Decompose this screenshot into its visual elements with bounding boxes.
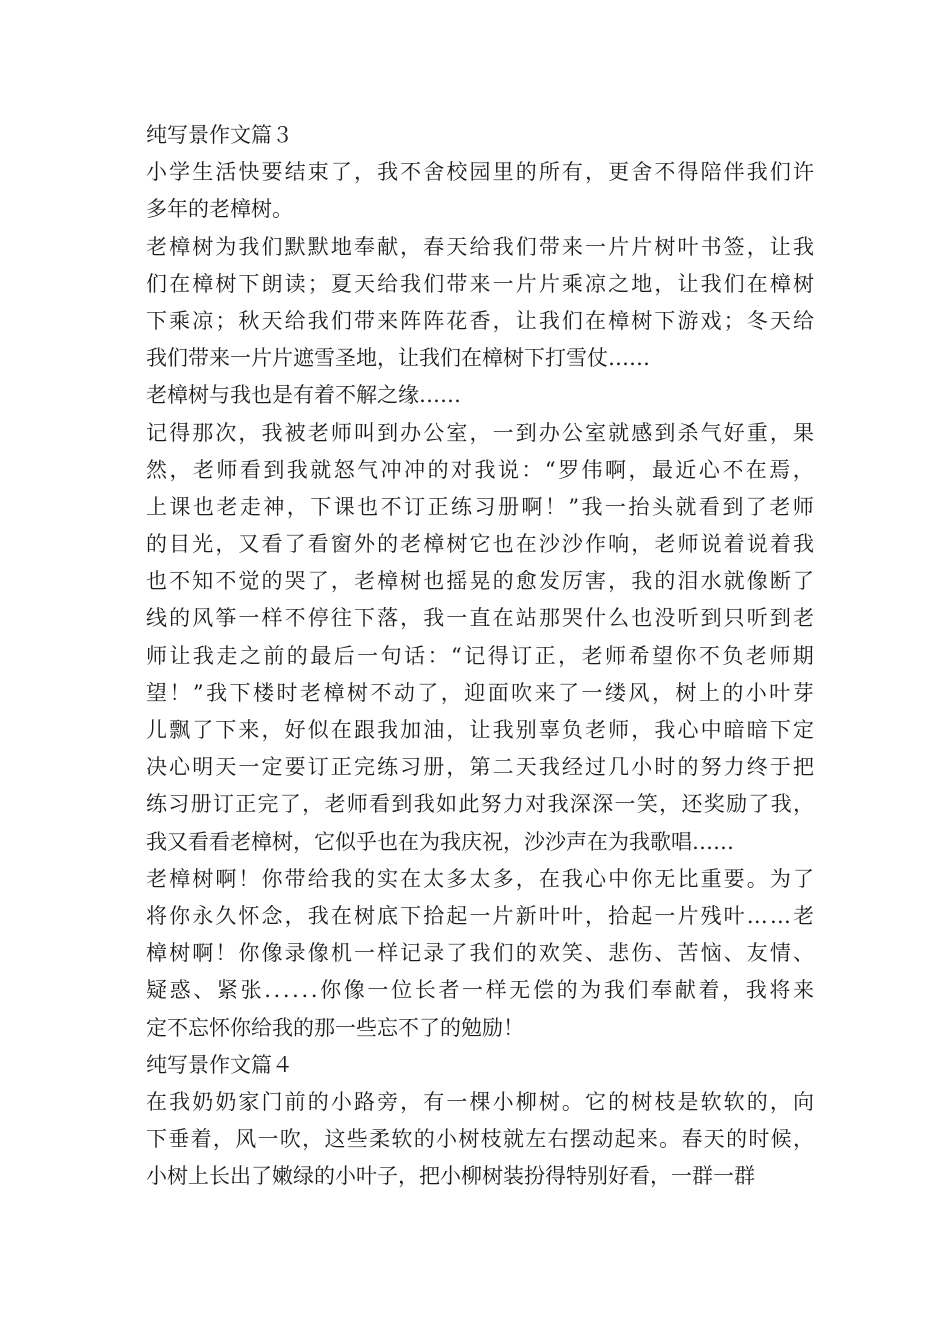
text-line: 线的风筝一样不停往下落，我一直在站那哭什么也没听到只听到老 <box>146 606 817 631</box>
text-line: 定不忘怀你给我的那一些忘不了的勉励！ <box>146 1015 524 1040</box>
text-line: 决心明天一定要订正完练习册，第二天我经过几小时的努力终于把 <box>146 755 817 780</box>
heading-text: 纯写景作文篇４ <box>146 1052 293 1077</box>
text-line: 多年的老樟树。 <box>146 197 293 222</box>
text-line: 上课也老走神，下课也不订正练习册啊！”我一抬头就看到了老师 <box>146 494 817 519</box>
text-line: 老樟树与我也是有着不解之缘…… <box>146 383 461 408</box>
text-line: 的目光，又看了看窗外的老樟树它也在沙沙作响，老师说着说着我 <box>146 532 817 557</box>
paragraph <box>146 154 817 228</box>
text-line: 老樟树啊！你带给我的实在太多太多，在我心中你无比重要。为了 <box>146 866 817 891</box>
text-line: 师让我走之前的最后一句话：“记得订正，老师希望你不负老师期 <box>146 643 817 668</box>
text-line: 小学生活快要结束了，我不舍校园里的所有，更舍不得陪伴我们许 <box>146 160 817 185</box>
text-line: 在我奶奶家门前的小路旁，有一棵小柳树。它的树枝是软软的，向 <box>146 1089 817 1114</box>
text-line: 老樟树为我们默默地奉献，春天给我们带来一片片树叶书签，让我 <box>146 234 817 259</box>
text-line: 也不知不觉的哭了，老樟树也摇晃的愈发厉害，我的泪水就像断了 <box>146 569 817 594</box>
paragraph <box>146 415 817 861</box>
text-line: 我又看看老樟树，它似乎也在为我庆祝，沙沙声在为我歌唱…… <box>146 829 734 854</box>
text-line: 练习册订正完了，老师看到我如此努力对我深深一笑，还奖励了我， <box>146 792 816 817</box>
text-line: 樟树啊！你像录像机一样记录了我们的欢笑、悲伤、苦恼、友情、 <box>146 941 817 966</box>
heading-text: 纯写景作文篇３ <box>146 123 293 147</box>
text-line: 下垂着，风一吹，这些柔软的小树枝就左右摆动起来。春天的时候， <box>146 1127 816 1152</box>
text-line: 儿飘了下来，好似在跟我加油，让我别辜负老师，我心中暗暗下定 <box>146 718 817 742</box>
text-line: 小树上长出了嫩绿的小叶子，把小柳树装扮得特别好看，一群一群 <box>146 1164 755 1189</box>
text-line: 疑惑、紧张......你像一位长者一样无偿的为我们奉献着，我将来 <box>146 978 817 1003</box>
paragraph <box>146 861 817 1047</box>
text-line: 将你永久怀念，我在树底下拾起一片新叶叶，拾起一片残叶……老 <box>146 903 817 928</box>
section-heading <box>146 117 814 154</box>
text-line: 我们带来一片片遮雪圣地，让我们在樟树下打雪仗…… <box>146 346 650 371</box>
text-line: 们在樟树下朗读；夏天给我们带来一片片乘凉之地，让我们在樟树 <box>146 271 817 296</box>
text-line: 记得那次，我被老师叫到办公室，一到办公室就感到杀气好重，果 <box>146 420 817 445</box>
text-line: 下乘凉；秋天给我们带来阵阵花香，让我们在樟树下游戏；冬天给 <box>146 308 817 333</box>
paragraph <box>146 377 814 414</box>
text-line: 然，老师看到我就怒气冲冲的对我说：“罗伟啊，最近心不在焉， <box>146 457 817 482</box>
paragraph <box>146 229 817 378</box>
document-body <box>146 117 817 1195</box>
text-line: 望！”我下楼时老樟树不动了，迎面吹来了一缕风，树上的小叶芽 <box>146 680 817 705</box>
paragraph <box>146 1084 817 1196</box>
section-heading <box>146 1047 814 1084</box>
